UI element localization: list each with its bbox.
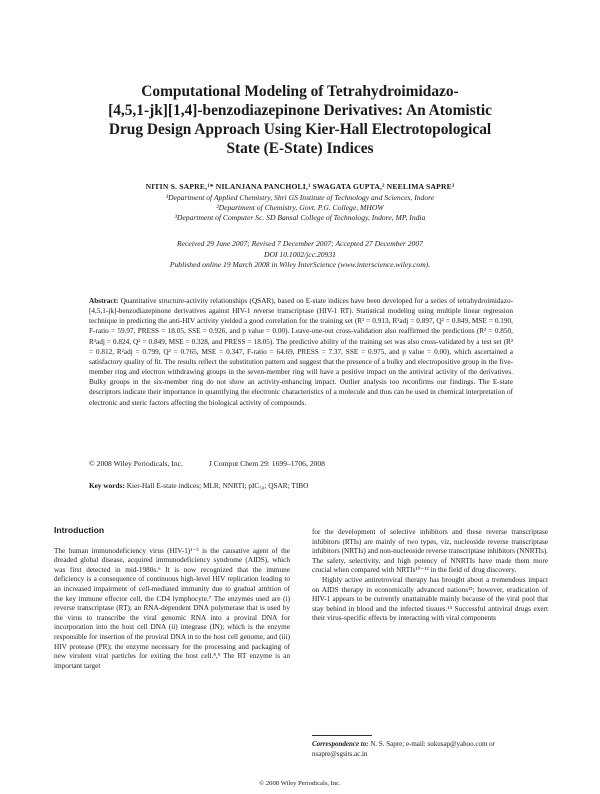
keywords-label: Key words: <box>89 481 125 490</box>
author-list: NITIN S. SAPRE,¹* NILANJANA PANCHOLI,¹ SWAGATA GUPTA,² NEELIMA SAPRE³ <box>145 182 455 191</box>
affiliation-1: ¹Department of Applied Chemistry, Shri GS Institute of Technology and Sciences, Indore <box>165 193 435 202</box>
intro-paragraph-2: Highly active antiretroviral therapy has brought about a tremendous impact on AIDS therapy in economically advanced nations¹³; however, eradication of HIV-1 appears to be currently unattainable mainly because of the viral pool that stay behind in blood and the infected tissues.¹⁴ Successful antiviral drugs exert their virus-specific effects by interacting with viral components <box>312 575 548 623</box>
journal-citation: J Comput Chem 29: 1699–1706, 2008 <box>208 459 325 468</box>
affiliation-3: ³Department of Computer Sc. SD Bansal College of Technology, Indore, MP, India <box>174 213 426 223</box>
keywords-text: Kier-Hall E-state indices; MLR; NNRTI; pIC₅₀; QSAR; TIBO <box>126 481 309 490</box>
right-column <box>312 528 548 624</box>
published-online: Published online 19 March 2008 in Wiley InterScience (www.interscience.wiley.com). <box>169 260 431 269</box>
received-dates: Received 29 June 2007; Revised 7 December 2007; Accepted 27 December 2007 <box>177 239 423 248</box>
section-heading: Introduction <box>54 525 105 535</box>
affiliation-2: ²Department of Chemistry, Govt. P.G. College, MHOW <box>216 203 384 213</box>
title-line: [4,5,1-jk][1,4]-benzodiazepinone Derivatives: An Atomistic <box>108 102 492 119</box>
correspondence-note <box>312 740 548 759</box>
intro-paragraph-continued: for the development of selective inhibitors and these reverse transcriptase inhibitors (RTIs) are mainly of two types, viz, nucleoside reverse transcriptase inhibitors (NRTIs) and non-nucleoside reverse transcriptase inhibitors (NNRTIs). The safety, selectivity, and high potency of NNRTIs have made them more crucial when compared with NRTIs¹⁰⁻¹² in the field of drug discovery. <box>312 528 548 575</box>
title-line: Computational Modeling of Tetrahydroimidazo- <box>141 83 459 100</box>
left-column <box>54 526 290 671</box>
title-line: State (E-State) Indices <box>226 140 374 157</box>
abstract <box>89 296 513 408</box>
correspondence-text: N. S. Sapre; e-mail: sukusap@yahoo.com or nsapre@sgsits.ac.in <box>312 740 495 758</box>
copyright-owner: © 2008 Wiley Periodicals, Inc. <box>89 459 183 468</box>
abstract-label: Abstract: <box>89 297 119 305</box>
title-line: Drug Design Approach Using Kier-Hall Electrotopological <box>108 121 492 138</box>
correspondence-label: Correspondence to: <box>312 740 369 748</box>
article-title <box>60 82 540 158</box>
page-footer: © 2008 Wiley Periodicals, Inc. <box>259 780 341 787</box>
doi: DOI 10.1002/jcc.20931 <box>264 249 336 259</box>
publication-dates <box>40 239 560 271</box>
abstract-text: Quantitative structure-activity relationships (QSAR), based on E-state indices have been developed for a series of tetrahydroimidazo-[4,5,1-jk]-benzodiazepinone derivatives against HIV-1 reverse transcriptase (HIV-1 RT). Statistical modeling using multiple linear regression technique in predicting the anti-HIV activity yielded a good correlation for the training set (R² = 0.913, R²adj = 0.897, Q² = 0.849, MSE = 0.190, F-ratio = 59.97, PRESS = 18.05, SSE = 0.926, and p value = 0.00). Leave-one-out cross-validation also reaffirmed the predictions (R² = 0.850, R²adj = 0.824, Q² = 0.849, MSE = 0.328, and PRESS = 18.05). The predictive ability of the training set was also cross-validated by a test set (R² = 0.812, R²adj = 0.799, Q² = 0.765, MSE = 0.347, F-ratio = 64.69, PRESS = 7.37, SSE = 0.975, and p value = 0.00), which ascertained a satisfactory quality of fit. The results reflect the substitution pattern and suggest that the presence of a bulky and electropositive group in the five-member ring and electron withdrawing groups in the seven-member ring will have a positive impact on the antiviral activity of the derivatives. Bulky groups in the six-member ring do not show an activity-enhancing impact. Outlier analysis too reconfirms our findings. The E-state descriptors indicate their importance in quantifying the electronic characteristics of a molecule and thus can be used in chemical interpretation of electronic and steric factors affecting the biological activity of compounds. <box>89 297 513 407</box>
intro-paragraph-1: The human immunodeficiency virus (HIV-1)¹⁻⁵ is the causative agent of the dreaded global disease, acquired immunodeficiency syndrome (AIDS), which was first detected in mid-1980s.⁶ It is now recognized that the immune deficiency is a consequence of continuous high-level HIV replication leading to an increased impairment of cell-mediated immunity due to gradual attrition of the key immune effector cell, the CD4 lymphocyte.⁷ The enzymes used are (i) reverse transcriptase (RT); an RNA-dependent DNA polymerase that is used by the virus to transcribe the viral genomic RNA into a proviral DNA for incorporation into the host cell DNA (ii) integrase (IN); which is the enzyme responsible for insertion of the proviral DNA in to the host cell genome, and (iii) HIV protease (PR); the enzyme necessary for the processing and packaging of new virulent viral particles for exiting the host cell.⁸,⁹ The RT enzyme is an important target <box>54 546 290 670</box>
affiliations <box>40 193 560 224</box>
keywords <box>89 481 308 490</box>
copyright-citation-line <box>89 459 325 468</box>
footnote-divider <box>312 735 372 736</box>
